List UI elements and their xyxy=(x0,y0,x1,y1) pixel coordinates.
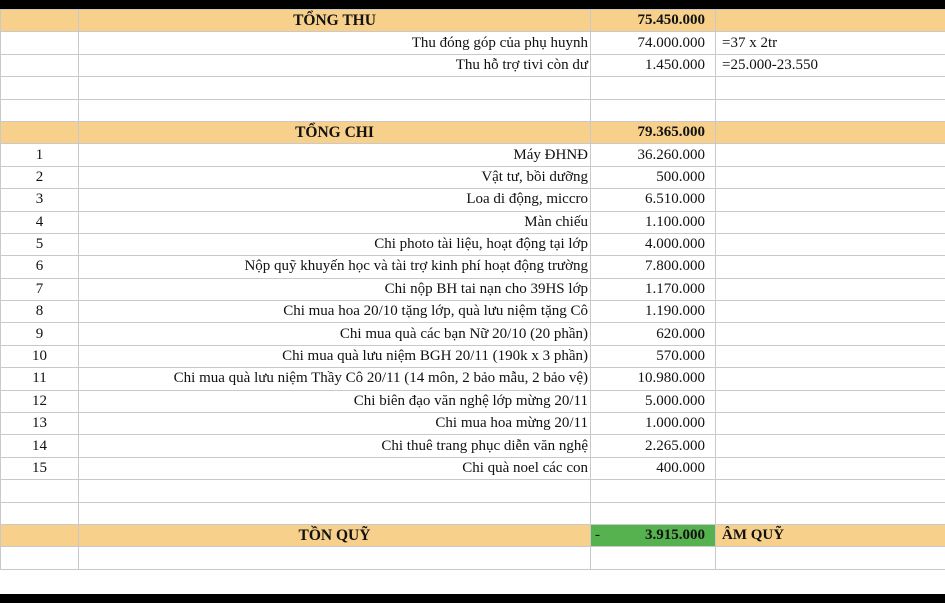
cell[interactable] xyxy=(716,547,945,569)
cell[interactable] xyxy=(716,10,945,32)
cell[interactable] xyxy=(1,502,79,524)
cell[interactable] xyxy=(1,77,79,99)
expense-no[interactable]: 6 xyxy=(1,256,79,278)
expense-desc[interactable]: Chi mua quà lưu niệm Thầy Cô 20/11 (14 môn, 2 bảo mẫu, 2 bảo vệ) xyxy=(79,368,591,390)
expense-amount[interactable]: 500.000 xyxy=(591,166,716,188)
expense-no[interactable]: 12 xyxy=(1,390,79,412)
expense-total[interactable]: 79.365.000 xyxy=(591,121,716,143)
expense-row xyxy=(1,301,945,323)
expense-amount[interactable]: 7.800.000 xyxy=(591,256,716,278)
expense-row xyxy=(1,256,945,278)
income-title[interactable]: TỔNG THU xyxy=(79,10,591,32)
expense-desc[interactable]: Chi mua quà lưu niệm BGH 20/11 (190k x 3 phần) xyxy=(79,345,591,367)
empty-row xyxy=(1,547,945,569)
empty-row xyxy=(1,480,945,502)
income-desc[interactable]: Thu đóng góp của phụ huynh xyxy=(79,32,591,54)
expense-no[interactable]: 13 xyxy=(1,413,79,435)
expense-desc[interactable]: Chi thuê trang phục diễn văn nghệ xyxy=(79,435,591,457)
expense-row xyxy=(1,457,945,479)
expense-amount[interactable]: 4.000.000 xyxy=(591,233,716,255)
expense-amount[interactable]: 6.510.000 xyxy=(591,189,716,211)
expense-amount[interactable]: 1.000.000 xyxy=(591,413,716,435)
cell[interactable] xyxy=(1,99,79,121)
expense-row xyxy=(1,278,945,300)
balance-note[interactable]: ÂM QUỸ xyxy=(716,524,945,546)
cell[interactable] xyxy=(716,323,945,345)
expense-amount[interactable]: 570.000 xyxy=(591,345,716,367)
expense-desc[interactable]: Chi nộp BH tai nạn cho 39HS lớp xyxy=(79,278,591,300)
expense-row xyxy=(1,189,945,211)
cell[interactable] xyxy=(716,211,945,233)
cell[interactable] xyxy=(716,233,945,255)
expense-amount[interactable]: 1.100.000 xyxy=(591,211,716,233)
cell[interactable] xyxy=(716,368,945,390)
expense-no[interactable]: 3 xyxy=(1,189,79,211)
expense-desc[interactable]: Chi biên đạo văn nghệ lớp mừng 20/11 xyxy=(79,390,591,412)
cell[interactable] xyxy=(1,480,79,502)
expense-desc[interactable]: Chi mua hoa mừng 20/11 xyxy=(79,413,591,435)
expense-desc[interactable]: Chi quà noel các con xyxy=(79,457,591,479)
cell[interactable] xyxy=(716,189,945,211)
expense-no[interactable]: 8 xyxy=(1,301,79,323)
cell[interactable] xyxy=(79,99,591,121)
cell[interactable] xyxy=(716,502,945,524)
cell[interactable] xyxy=(716,435,945,457)
expense-no[interactable]: 9 xyxy=(1,323,79,345)
expense-desc[interactable]: Chi mua quà các bạn Nữ 20/10 (20 phần) xyxy=(79,323,591,345)
negative-marker: - xyxy=(595,526,600,543)
cell[interactable] xyxy=(79,502,591,524)
expense-row xyxy=(1,345,945,367)
cell[interactable] xyxy=(716,413,945,435)
cell[interactable] xyxy=(1,121,79,143)
expense-title[interactable]: TỔNG CHI xyxy=(79,121,591,143)
cell[interactable] xyxy=(591,77,716,99)
cell[interactable] xyxy=(716,278,945,300)
expense-desc[interactable]: Loa di động, miccro xyxy=(79,189,591,211)
cell[interactable] xyxy=(716,345,945,367)
cell[interactable] xyxy=(79,480,591,502)
income-note[interactable]: =25.000-23.550 xyxy=(716,54,945,76)
expense-row xyxy=(1,368,945,390)
cell[interactable] xyxy=(79,547,591,569)
expense-no[interactable]: 15 xyxy=(1,457,79,479)
cell[interactable] xyxy=(716,457,945,479)
income-note[interactable]: =37 x 2tr xyxy=(716,32,945,54)
expense-no[interactable]: 14 xyxy=(1,435,79,457)
expense-row xyxy=(1,211,945,233)
income-row xyxy=(1,54,945,76)
expense-amount[interactable]: 36.260.000 xyxy=(591,144,716,166)
spreadsheet xyxy=(0,9,945,594)
expense-row xyxy=(1,390,945,412)
expense-amount[interactable]: 400.000 xyxy=(591,457,716,479)
income-total[interactable]: 75.450.000 xyxy=(591,10,716,32)
expense-desc[interactable]: Vật tư, bồi dưỡng xyxy=(79,166,591,188)
balance-amount-cell[interactable] xyxy=(591,524,716,546)
expense-amount[interactable]: 620.000 xyxy=(591,323,716,345)
expense-row xyxy=(1,233,945,255)
cell[interactable] xyxy=(591,99,716,121)
expense-row xyxy=(1,435,945,457)
expense-desc[interactable]: Máy ĐHNĐ xyxy=(79,144,591,166)
expense-desc[interactable]: Chi mua hoa 20/10 tặng lớp, quà lưu niệm tặng Cô xyxy=(79,301,591,323)
income-amount[interactable]: 1.450.000 xyxy=(591,54,716,76)
expense-no[interactable]: 10 xyxy=(1,345,79,367)
cell[interactable] xyxy=(1,547,79,569)
budget-table xyxy=(0,9,945,570)
expense-amount[interactable]: 1.190.000 xyxy=(591,301,716,323)
cell[interactable] xyxy=(1,32,79,54)
expense-amount[interactable]: 1.170.000 xyxy=(591,278,716,300)
income-row xyxy=(1,32,945,54)
cell[interactable] xyxy=(716,390,945,412)
cell[interactable] xyxy=(591,547,716,569)
balance-row xyxy=(1,524,945,546)
cell[interactable] xyxy=(716,144,945,166)
cell[interactable] xyxy=(1,10,79,32)
cell[interactable] xyxy=(79,77,591,99)
expense-desc[interactable]: Màn chiếu xyxy=(79,211,591,233)
empty-row xyxy=(1,77,945,99)
cell[interactable] xyxy=(716,256,945,278)
cell[interactable] xyxy=(716,99,945,121)
expense-row xyxy=(1,166,945,188)
expense-row xyxy=(1,323,945,345)
expense-amount[interactable]: 5.000.000 xyxy=(591,390,716,412)
expense-no[interactable]: 11 xyxy=(1,368,79,390)
cell[interactable] xyxy=(591,502,716,524)
expense-amount[interactable]: 10.980.000 xyxy=(591,368,716,390)
empty-row xyxy=(1,99,945,121)
cell[interactable] xyxy=(1,524,79,546)
expense-no[interactable]: 7 xyxy=(1,278,79,300)
empty-row xyxy=(1,502,945,524)
cell[interactable] xyxy=(716,166,945,188)
expense-no[interactable]: 2 xyxy=(1,166,79,188)
expense-desc[interactable]: Nộp quỹ khuyến học và tài trợ kinh phí hoạt động trường xyxy=(79,256,591,278)
expense-no[interactable]: 1 xyxy=(1,144,79,166)
cell[interactable] xyxy=(716,77,945,99)
income-header-row xyxy=(1,10,945,32)
expense-amount[interactable]: 2.265.000 xyxy=(591,435,716,457)
balance-amount: 3.915.000 xyxy=(645,527,705,544)
expense-no[interactable]: 5 xyxy=(1,233,79,255)
cell[interactable] xyxy=(591,480,716,502)
cell[interactable] xyxy=(716,121,945,143)
cell[interactable] xyxy=(1,54,79,76)
balance-title[interactable]: TỒN QUỸ xyxy=(79,524,591,546)
expense-row xyxy=(1,413,945,435)
income-desc[interactable]: Thu hỗ trợ tivi còn dư xyxy=(79,54,591,76)
cell[interactable] xyxy=(716,301,945,323)
cell[interactable] xyxy=(716,480,945,502)
expense-row xyxy=(1,144,945,166)
expense-header-row xyxy=(1,121,945,143)
income-amount[interactable]: 74.000.000 xyxy=(591,32,716,54)
expense-no[interactable]: 4 xyxy=(1,211,79,233)
expense-desc[interactable]: Chi photo tài liệu, hoạt động tại lớp xyxy=(79,233,591,255)
